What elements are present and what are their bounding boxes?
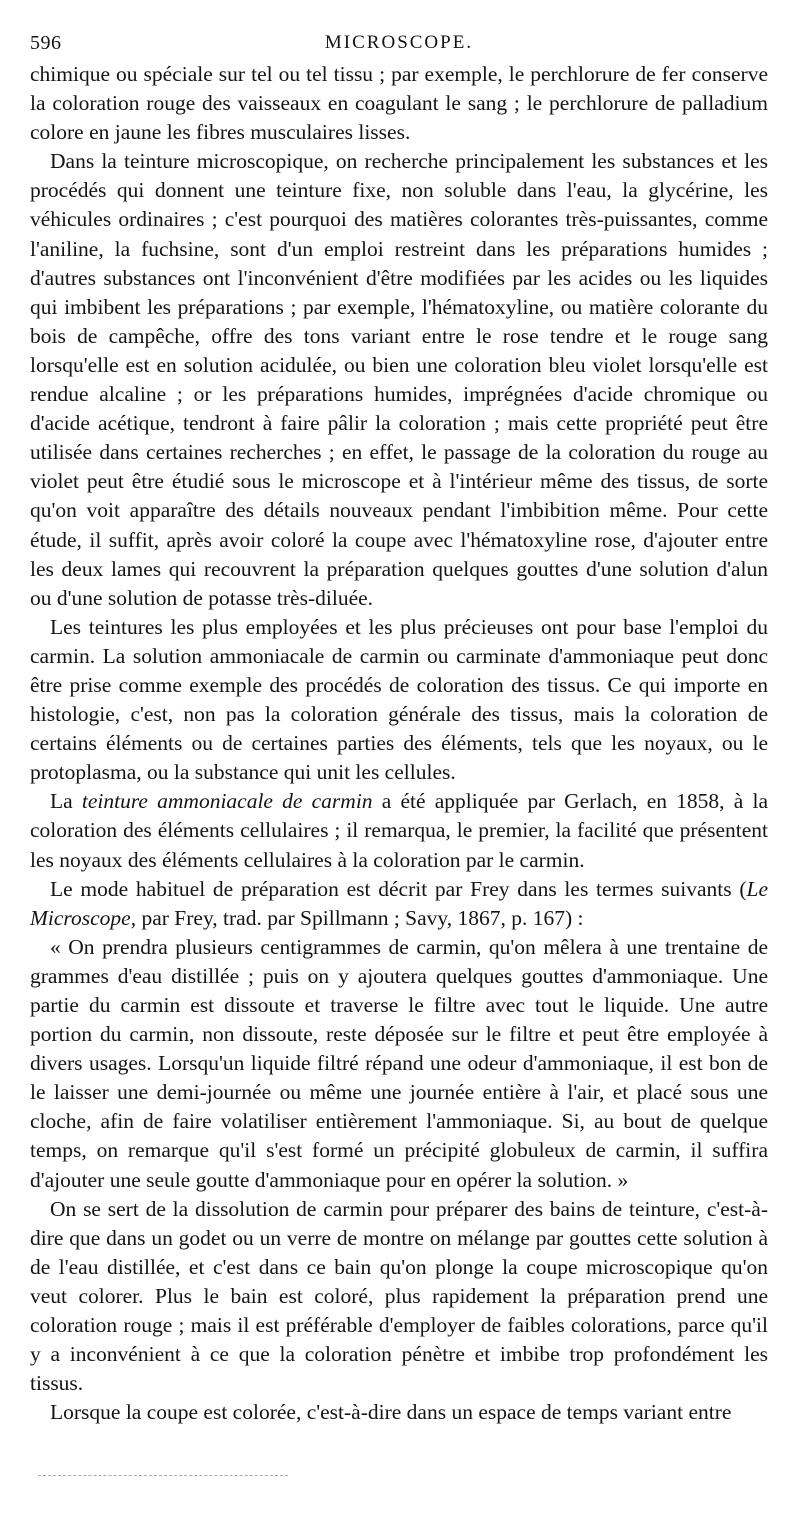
paragraph-text: Les teintures les plus employées et les plus précieuses ont pour base l'emploi du carmin. La solution ammoniacale de carmin ou carminate d'ammoniaque peut donc être prise comme exemple des procédés de coloration des tissus. Ce qui importe en histologie, c'est, non pas la coloration générale des tissus, mais la coloration de certains éléments ou de certaines parties des éléments, tels que les noyaux, ou le protoplasma, ou la substance qui unit les cellules. (30, 614, 768, 785)
paragraph-quotation (30, 933, 768, 1195)
paragraph-colored-section (30, 1398, 768, 1427)
paragraph-microscopic-dyeing (30, 147, 768, 613)
paragraph-text: chimique ou spéciale sur tel ou tel tissu ; par exemple, le perchlorure de fer conserve la coloration rouge des vaisseaux en coagulant le sang ; le perchlorure de palladium colore en jaune les fibres musculaires lisses. (30, 62, 768, 145)
paragraph-frey-method (30, 875, 768, 933)
paragraph-lead: Le mode habituel de préparation est décrit par Frey dans les termes suivants ( (50, 876, 747, 901)
paragraph-rest: par Frey, trad. par Spillmann ; Savy, 1867, p. 167) : (136, 905, 584, 930)
book-title: Le Microscope, (30, 876, 768, 930)
running-head (30, 22, 768, 60)
paragraph-lead: La (50, 789, 82, 814)
quotation-text: On prendra plusieurs centigrammes de carmin, qu'on mêlera à une trentaine de grammes d'eau distillée ; puis on y ajoutera quelques gouttes d'ammoniaque. Une partie du carmin est dissoute et traverse le filtre avec tout le liquide. Une autre portion du carmin, non dissoute, reste déposée sur le filtre et peut être employée à divers usages. Lorsqu'un liquide filtré répand une odeur d'ammoniaque, il est bon de le laisser une demi-journée ou même une journée entière à l'air, et placé sous une cloche, afin de faire volatiliser entièrement l'ammoniaque. Si, au bout de quelque temps, on remarque qu'il s'est formé un précipité globuleux de carmin, il suffira d'ajouter une seule goutte d'ammoniaque pour en opérer la solution. (30, 934, 768, 1192)
paragraph-carmine-dyes (30, 613, 768, 788)
body-text (30, 60, 768, 1427)
paragraph-text: Dans la teinture microscopique, on recherche principalement les substances et les procédés qui donnent une teinture fixe, non soluble dans l'eau, la glycérine, les véhicules ordinaires ; c'est pourquoi des matières colorantes très-puissantes, comme l'aniline, la fuchsine, sont d'un emploi restreint dans les préparations humides ; d'autres substances ont l'inconvénient d'être modifiées par les acides ou les liquides qui imbibent les préparations ; par exemple, l'hématoxyline, ou matière colorante du bois de campêche, offre des tons variant entre le rose tendre et le rouge sang lorsqu'elle est en solution acidulée, ou bien une coloration bleu violet lorsqu'elle est rendue alcaline ; or les préparations humides, imprégnées d'acide chromique ou d'acide acétique, tendront à faire pâlir la coloration ; mais cette propriété peut être utilisée dans certaines recherches ; en effet, le passage de la coloration du rouge au violet peut être étudié sous le microscope et à l'intérieur même des tissus, de sorte qu'on voit apparaître des détails nouveaux pendant l'imbibition même. Pour cette étude, il suffit, après avoir coloré la coupe avec l'hématoxyline rose, d'ajouter entre les deux lames qui recouvrent la préparation quelques gouttes d'une solution d'alun ou d'une solution de potasse très-diluée. (30, 149, 768, 610)
paragraph-text: On se sert de la dissolution de carmin pour préparer des bains de teinture, c'est-à-dire que dans un godet ou un verre de montre on mélange par gouttes cette solution à de l'eau distillée, et c'est dans ce bain qu'on plonge la coupe microscopique qu'on veut colorer. Plus le bain est coloré, plus rapidement la préparation prend une coloration rouge ; mais il est préférable d'employer de faibles colorations, parce qu'il y a inconvénient à ce que la coloration pénètre et imbibe trop profondément les tissus. (30, 1196, 768, 1396)
page-number: 596 (30, 32, 62, 54)
paragraph-gerlach (30, 787, 768, 874)
paragraph-dyeing-bath (30, 1195, 768, 1399)
footer-rule (38, 1475, 288, 1476)
quote-open-mark: « (50, 934, 69, 959)
quote-close-mark: » (612, 1167, 629, 1192)
paragraph-rest: a été appliquée par Gerlach, en 1858, à la coloration des éléments cellulaires ; il remarqua, le premier, la facilité que présentent les noyaux des éléments cellulaires à la coloration par le carmin. (30, 789, 768, 872)
italic-term: teinture ammoniacale de carmin (81, 789, 373, 814)
paragraph-continuation (30, 60, 768, 147)
page (30, 22, 768, 1427)
paragraph-text: Lorsque la coupe est colorée, c'est-à-dire dans un espace de temps variant entre (50, 1400, 732, 1425)
running-title: MICROSCOPE. (324, 32, 474, 53)
